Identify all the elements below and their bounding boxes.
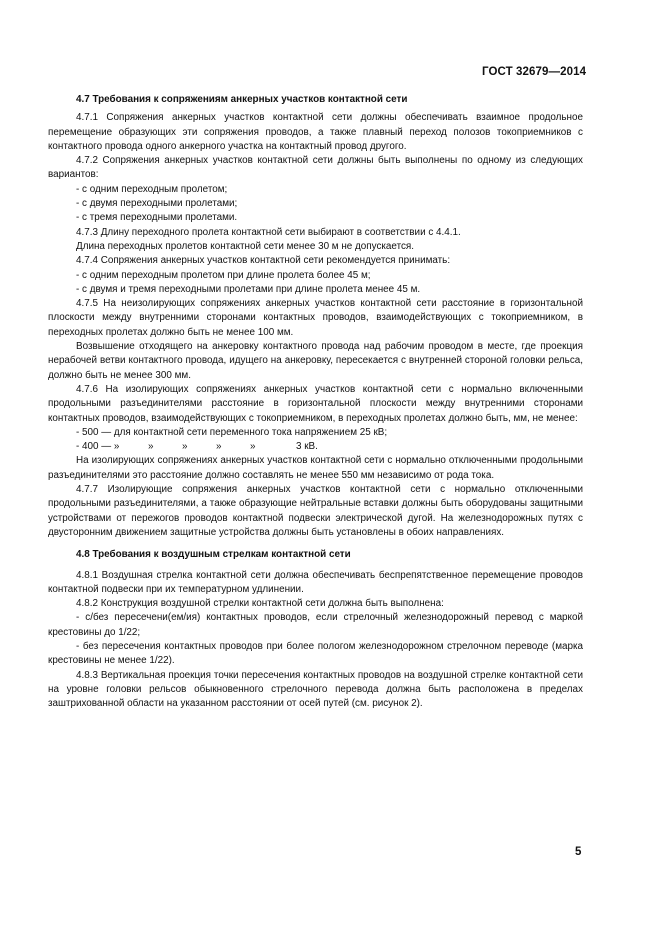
list-item: - с тремя переходными пролетами. xyxy=(76,212,238,224)
paragraph-4-7-6-off: На изолирующих сопряжениях анкерных участков контактной сети с нормально отключенными продольными разъединителями это расстояние должно составлять не менее 550 мм независимо от рода тока. xyxy=(48,455,583,481)
paragraph-4-8-2: 4.8.2 Конструкция воздушной стрелки контактной сети должна быть выполнена: xyxy=(76,598,444,610)
paragraph-4-7-2: 4.7.2 Сопряжения анкерных участков контактной сети должны быть выполнены по одному из следующих вариантов: xyxy=(48,155,583,181)
paragraph-4-7-3: 4.7.3 Длину переходного пролета контактной сети выбирают в соответствии с 4.4.1. xyxy=(76,226,461,238)
list-item: - с одним переходным пролетом при длине пролета более 45 м; xyxy=(76,269,371,281)
list-item-ditto xyxy=(48,440,583,454)
paragraph-4-7-4: 4.7.4 Сопряжения анкерных участков контактной сети рекомендуется принимать: xyxy=(76,255,451,267)
ditto-cell: » xyxy=(216,441,222,453)
document-body xyxy=(48,93,583,711)
ditto-cell: 3 кВ. xyxy=(296,441,318,453)
section-4-8-title: 4.8 Требования к воздушным стрелкам контактной сети xyxy=(76,549,351,561)
paragraph-4-7-1: 4.7.1 Сопряжения анкерных участков контактной сети должны обеспечивать взаимное продольное перемещение образующих эти сопряжения проводов, а также плавный переход полозов токоприемников с контактного провода одного анкерного участка на контактный провод другого. xyxy=(48,112,583,152)
list-item: - с/без пересечени(ем/ия) контактных проводов, если стрелочный железнодорожный перевод с маркой крестовины до 1/22; xyxy=(48,612,583,638)
ditto-cell: » xyxy=(250,441,256,453)
paragraph-4-8-1: 4.8.1 Воздушная стрелка контактной сети должна обеспечивать беспрепятственное перемещение проводов контактной подвески при их температурном удлинении. xyxy=(48,569,583,595)
paragraph-4-7-5-elevation: Возвышение отходящего на анкеровку контактного провода над рабочим проводом в месте, где проекция нерабочей ветви контактного провода, идущего на анкеровку, пересекается с внутренней стороной головки рельса, должно быть не менее 300 мм. xyxy=(48,341,583,381)
list-item: - с двумя переходными пролетами; xyxy=(76,198,238,210)
page-number: 5 xyxy=(575,846,582,858)
list-item: - без пересечения контактных проводов при более пологом железнодорожном стрелочном переводе (марка крестовины не менее 1/22). xyxy=(48,640,583,667)
paragraph-4-7-7: 4.7.7 Изолирующие сопряжения анкерных участков контактной сети с нормально отключенными продольными разъединителями, а также образующие нейтральные вставки должны быть оборудованы защитными устройствами от пережогов проводов контактной подвески электрической дугой. На железнодорожных путях с двусторонним движением защитные устройства должны быть установлены в обоих направлениях. xyxy=(48,484,583,538)
paragraph-4-7-3-note: Длина переходных пролетов контактной сети менее 30 м не допускается. xyxy=(76,240,415,252)
list-item: - с одним переходным пролетом; xyxy=(76,183,228,195)
ditto-cell: » xyxy=(182,441,188,453)
document-code: ГОСТ 32679—2014 xyxy=(482,66,587,78)
paragraph-4-8-3: 4.8.3 Вертикальная проекция точки пересечения контактных проводов на воздушной стрелке контактной сети на уровне головки рельсов обыкновенного стрелочного перевода должна быть расположена в пределах заштрихованной области на указанном расстоянии от осей путей (см. рисунок 2). xyxy=(48,669,583,710)
ditto-cell: - 400 — » xyxy=(76,441,120,453)
paragraph-4-7-6: 4.7.6 На изолирующих сопряжениях анкерных участков контактной сети с нормально включенными продольными разъединителями расстояние в горизонтальной плоскости между внутренними сторонами контактных проводов, взаимодействующих с токоприемником, в переходных пролетах должно быть, мм, не менее: xyxy=(48,383,583,424)
list-item: - 500 — для контактной сети переменного тока напряжением 25 кВ; xyxy=(76,426,388,438)
paragraph-4-7-5: 4.7.5 На неизолирующих сопряжениях анкерных участков контактной сети расстояние в горизонтальной плоскости между внутренними сторонами контактных проводов, взаимодействующих с токоприемником, в переходных пролетах должно быть не менее 100 мм. xyxy=(48,298,583,338)
section-4-7-title: 4.7 Требования к сопряжениям анкерных участков контактной сети xyxy=(76,94,408,105)
list-item: - с двумя и тремя переходными пролетами при длине пролета менее 45 м. xyxy=(76,283,421,295)
ditto-cell: » xyxy=(148,441,154,453)
